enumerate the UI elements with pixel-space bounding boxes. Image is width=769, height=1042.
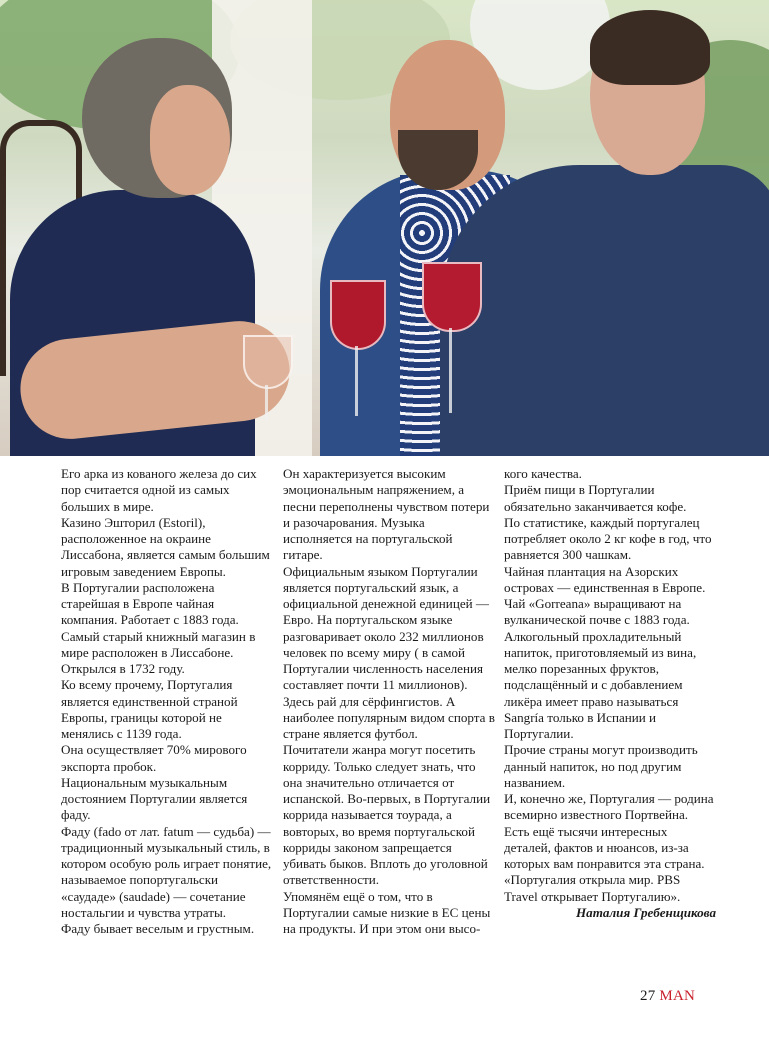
- paragraph: Его арка из кованого железа до сих пор считается одной из самых больших в мире.: [61, 466, 257, 514]
- wine-glass-icon: [330, 280, 386, 350]
- paragraph: Она осуществляет 70% мирового экспорта пробок.: [61, 742, 247, 774]
- paragraph: кого качества.: [504, 466, 582, 481]
- article-body: [61, 466, 721, 976]
- paragraph: Национальным музыкальным достоянием Португалии является фаду.: [61, 774, 248, 823]
- paragraph: Упомянём ещё о том, что в Португалии самые низкие в ЕС цены на продукты. И при этом они высо-: [283, 888, 491, 936]
- page-footer: [640, 988, 695, 1005]
- paragraph: «Португалия открыла мир. PBS Travel открывает Португалию».: [504, 872, 681, 904]
- author-signature: Наталия Гребенщикова: [575, 904, 716, 920]
- page-number: 27: [640, 988, 656, 1004]
- wine-glass-icon: [422, 262, 482, 332]
- paragraph: Фаду бывает веселым и грустным.: [61, 921, 255, 936]
- paragraph: Самый старый книжный магазин в мире расположен в Лиссабоне. Открылся в 1732 году.: [61, 628, 256, 676]
- paragraph: Есть ещё тысячи интересных деталей, фактов и нюансов, из-за которых вам понравится эта страна.: [504, 823, 705, 871]
- paragraph: По статистике, каждый португалец потребляет около 2 кг кофе в год, что равняется 300 чашкам.: [504, 514, 712, 563]
- wine-glass-stem: [265, 385, 268, 420]
- text-column-1: [61, 466, 273, 937]
- article-photo: [0, 0, 769, 456]
- woman-face: [150, 85, 230, 195]
- paragraph: И, конечно же, Португалия — родина всемирно известного Портвейна.: [504, 791, 714, 823]
- text-column-2: [283, 466, 495, 937]
- paragraph: Чай «Gorreana» выращивают на вулканической почве с 1883 года.: [504, 596, 690, 628]
- man-back-hair: [590, 10, 710, 85]
- paragraph: Чайная плантация на Азорских островах — единственная в Европе.: [504, 563, 706, 595]
- paragraph: В Португалии расположена старейшая в Европе чайная компания. Работает с 1883 года.: [61, 579, 239, 628]
- paragraph: Официальным языком Португалии является португальский язык, а официальной денежной единицей — Евро. На португальском языке разговаривает около 232 миллионов человек по всему миру ( в самой Португалии численность населения составляет почти 11 миллионов).: [283, 563, 490, 693]
- paragraph: Прочие страны могут производить данный напиток, но под другим названием.: [504, 742, 698, 790]
- paragraph: Казино Эшторил (Estoril), расположенное на окраине Лиссабона, является самым большим игровым заведением Европы.: [61, 514, 270, 579]
- paragraph: Здесь рай для сёрфингистов. А наиболее популярным видом спорта в стране является футбол.: [283, 693, 495, 741]
- paragraph: Почитатели жанра могут посетить корриду. Только следует знать, что она значительно отличается от испанской. Во-первых, в Португалии коррида называется тоурада, а вовторых, во время португальской корриды законом запрещается убивать быков. Вплоть до уголовной ответственности.: [283, 742, 491, 888]
- paragraph: Приём пищи в Португалии обязательно заканчивается кофе.: [504, 482, 687, 514]
- wine-glass-stem: [355, 346, 358, 416]
- text-column-3: [504, 466, 716, 921]
- paragraph: Он характеризуется высоким эмоциональным напряжением, а песни переполнены чувством потери и разочарования. Музыка исполняется на португальской гитаре.: [283, 466, 490, 563]
- paragraph: Фаду (fado от лат. fatum — судьба) — традиционный музыкальный стиль, в котором особую роль играет понятие, называемое попортугальски «саудаде» (saudade) — сочетание ностальгии и чувства утраты.: [61, 823, 272, 920]
- wine-glass-stem: [449, 328, 452, 413]
- man-back-jacket: [440, 165, 769, 456]
- magazine-name: MAN: [659, 988, 696, 1004]
- wine-glass-icon: [243, 335, 293, 389]
- paragraph: Ко всему прочему, Португалия является единственной страной Европы, границы которой не менялись с 1139 года.: [61, 677, 238, 741]
- paragraph: Алкогольный прохладительный напиток, приготовляемый из вина, мелко порезанных фруктов, подслащённый и с добавлением ликёра имеет право называться Sangría только в Испании и Португалии.: [504, 628, 697, 741]
